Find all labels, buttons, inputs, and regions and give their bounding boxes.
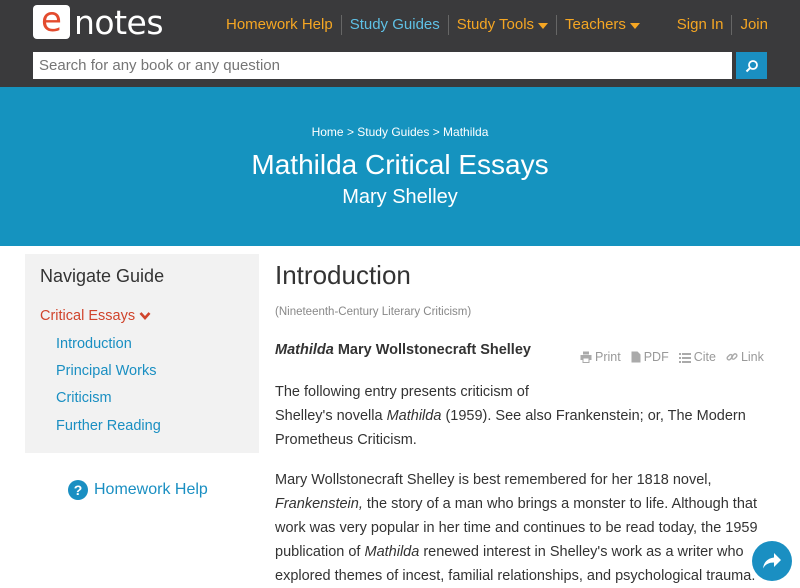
p1-text-a: The following entry presents criticism of xyxy=(275,384,529,400)
p2-text-mathilda: Mathilda xyxy=(364,544,420,560)
p2-text-e: renewed interest in Shelley's work as a writer who explored themes of incest, familial relationships, and psychological trauma. xyxy=(275,544,756,584)
document-icon xyxy=(631,351,641,363)
search-icon xyxy=(745,59,759,73)
pdf-button[interactable] xyxy=(631,350,669,364)
homework-help-link[interactable] xyxy=(68,480,208,500)
entry-heading xyxy=(275,342,531,358)
breadcrumb-separator: > xyxy=(346,125,354,139)
entry-author: Mary Wollstonecraft Shelley xyxy=(337,342,531,358)
breadcrumb-separator: > xyxy=(432,125,440,139)
print-label: Print xyxy=(595,350,621,364)
navigate-guide-panel xyxy=(25,254,259,453)
logo-word: notes xyxy=(74,2,164,42)
sidebar-item-principal-works[interactable]: Principal Works xyxy=(56,363,157,379)
breadcrumb-study-guides[interactable]: Study Guides xyxy=(357,125,430,139)
top-navbar xyxy=(0,0,800,87)
link-icon xyxy=(726,351,738,363)
breadcrumb-home[interactable]: Home xyxy=(311,125,344,139)
body-paragraph xyxy=(275,468,775,588)
chevron-down-icon xyxy=(139,311,151,321)
page-author[interactable]: Mary Shelley xyxy=(342,186,458,208)
list-icon xyxy=(679,352,691,363)
chevron-down-icon xyxy=(538,23,548,29)
page-title: Mathilda Critical Essays xyxy=(251,149,549,180)
nav-study-guides-label: Study Guides xyxy=(349,16,440,33)
chevron-down-icon xyxy=(630,23,640,29)
nav-study-guides[interactable] xyxy=(342,15,449,35)
sign-in-link[interactable]: Sign In xyxy=(669,15,733,35)
link-label: Link xyxy=(740,350,764,364)
sidebar-section-critical-essays[interactable] xyxy=(40,308,151,324)
auth-links xyxy=(669,15,776,35)
navigate-guide-title: Navigate Guide xyxy=(40,266,165,286)
print-button[interactable] xyxy=(580,350,621,364)
p1-text-d: (1959). See also Frankenstein; or, The Modern Prometheus Criticism. xyxy=(275,408,746,448)
join-link[interactable]: Join xyxy=(740,16,768,33)
section-heading: Introduction xyxy=(275,260,411,290)
breadcrumb-mathilda[interactable]: Mathilda xyxy=(443,125,489,139)
sidebar-item-criticism[interactable]: Criticism xyxy=(56,390,112,406)
print-icon xyxy=(580,351,592,363)
sidebar-section-label: Critical Essays xyxy=(40,308,136,324)
nav-study-tools-label: Study Tools xyxy=(456,16,535,33)
breadcrumb xyxy=(0,125,800,139)
source-note: (Nineteenth-Century Literary Criticism) xyxy=(275,306,472,318)
search-input[interactable] xyxy=(33,52,732,79)
question-circle-icon: ? xyxy=(68,480,88,500)
p1-text-title: Mathilda xyxy=(386,408,442,424)
share-button[interactable] xyxy=(752,541,792,581)
entry-title: Mathilda xyxy=(275,342,334,358)
enotes-logo[interactable] xyxy=(33,0,164,42)
homework-help-label: Homework Help xyxy=(94,481,208,498)
p2-text-a: Mary Wollstonecraft Shelley is best remembered for her 1818 novel, xyxy=(275,472,712,488)
sidebar-item-introduction[interactable]: Introduction xyxy=(56,336,132,352)
pdf-label: PDF xyxy=(643,350,669,364)
sidebar-item-further-reading[interactable]: Further Reading xyxy=(56,418,161,434)
cite-label: Cite xyxy=(693,350,716,364)
main-nav xyxy=(218,15,648,35)
search-button[interactable] xyxy=(736,52,767,79)
nav-homework-help-label: Homework Help xyxy=(226,16,333,33)
link-button[interactable] xyxy=(726,350,764,364)
nav-homework-help[interactable] xyxy=(218,15,342,35)
hero-banner xyxy=(0,87,800,246)
p2-text-c: the story of a man who brings a monster to life. Although that work was very popular in her time and continues to be read today, the 1959 publication of xyxy=(275,496,758,560)
logo-e: e xyxy=(33,5,70,39)
intro-paragraph xyxy=(275,380,775,452)
cite-button[interactable] xyxy=(679,350,716,364)
nav-study-tools[interactable] xyxy=(449,15,557,35)
nav-teachers[interactable] xyxy=(557,15,648,35)
p2-text-frankenstein: Frankenstein, xyxy=(275,496,363,512)
p1-text-b: Shelley's novella xyxy=(275,408,383,424)
nav-teachers-label: Teachers xyxy=(565,16,626,33)
share-arrow-icon xyxy=(762,552,782,570)
article-tools xyxy=(580,350,764,364)
